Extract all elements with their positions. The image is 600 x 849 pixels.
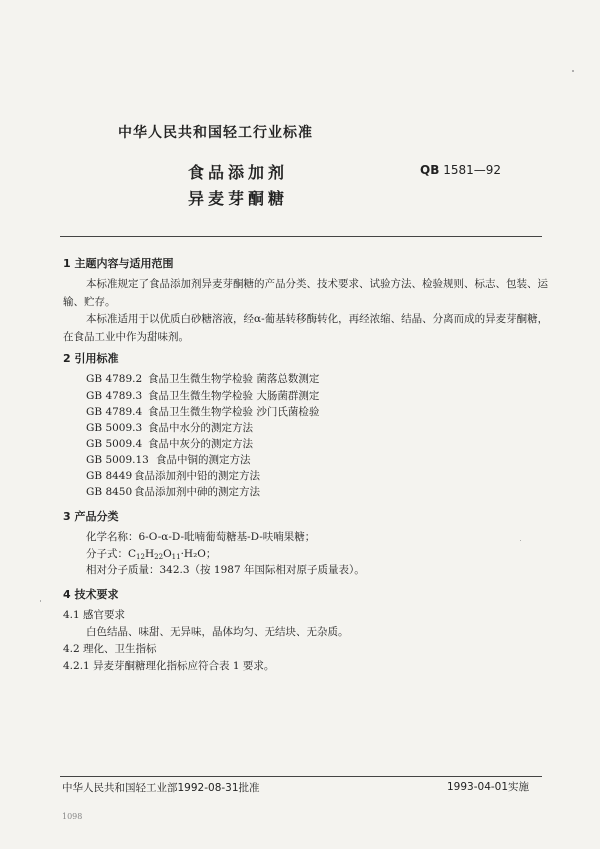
formula-label: 分子式： (86, 548, 128, 560)
sensory-requirements: 白色结晶、味甜、无异味，晶体均匀、无结块、无杂质。 (86, 626, 349, 638)
reference-name: 食品中灰分的测定方法 (148, 438, 253, 450)
molecular-mass: 相对分子质量：342.3（按 1987 年国际相对原子质量表）。 (86, 564, 365, 576)
scan-speck (40, 600, 41, 602)
reference-name: 食品卫生微生物学检验 菌落总数测定 (148, 373, 320, 385)
reference-item (86, 405, 319, 419)
reference-name: 食品中水分的测定方法 (148, 422, 253, 434)
reference-code: GB 4789.4 (86, 406, 143, 418)
section-1-para2-line1: 本标准适用于以优质白砂糖溶液，经α-葡基转移酶转化，再经浓缩、结晶、分离而成的异麦芽酮糖， (86, 313, 549, 325)
reference-name: 食品卫生微生物学检验 沙门氏菌检验 (148, 406, 320, 418)
reference-code: GB 8450 (86, 486, 133, 498)
reference-name: 食品中铜的测定方法 (156, 454, 251, 466)
section-1-heading: 1 主题内容与适用范围 (63, 257, 174, 270)
effective-date: 1993-04-01实施 (447, 781, 530, 793)
reference-name: 食品添加剂中砷的测定方法 (134, 486, 260, 498)
reference-code: GB 5009.3 (86, 422, 143, 434)
formula-o-sub: 11 (171, 553, 181, 561)
formula-h: H (144, 548, 155, 560)
footer-rule (60, 776, 542, 777)
section-1-para1-line2: 输、贮存。 (63, 296, 116, 308)
formula-h-sub: 22 (154, 553, 164, 561)
reference-item (86, 437, 253, 451)
formula-c: C (128, 548, 137, 560)
issuing-org-title: 中华人民共和国轻工行业标准 (118, 125, 313, 141)
standard-code: 1581—92 (443, 163, 501, 177)
reference-code: GB 4789.3 (86, 390, 143, 402)
reference-item (86, 389, 319, 403)
section-1-para2-line2: 在食品工业中作为甜味剂。 (63, 331, 189, 343)
standard-prefix: QB (420, 163, 440, 177)
reference-name: 食品卫生微生物学检验 大肠菌群测定 (148, 390, 320, 402)
subsection-4-1: 4.1 感官要求 (63, 609, 126, 621)
scan-speck (572, 70, 574, 72)
formula-c-sub: 12 (136, 553, 145, 561)
reference-code: GB 5009.13 (86, 454, 149, 466)
reference-item (86, 453, 251, 467)
formula-rest: ·H₂O； (180, 548, 217, 560)
reference-name: 食品添加剂中铅的测定方法 (134, 470, 260, 482)
reference-item (86, 421, 253, 435)
reference-item (86, 469, 260, 483)
doc-title-line2: 异麦芽酮糖 (188, 189, 289, 208)
subsection-4-2-1: 4.2.1 异麦芽酮糖理化指标应符合表 1 要求。 (63, 660, 275, 672)
formula-o: O (163, 548, 172, 560)
section-3-heading: 3 产品分类 (63, 510, 119, 523)
standard-number (420, 163, 501, 177)
reference-item (86, 372, 319, 386)
page-number: 1098 (62, 812, 83, 821)
section-1-para1-line1: 本标准规定了食品添加剂异麦芽酮糖的产品分类、技术要求、试验方法、检验规则、标志、包装、运 (86, 278, 548, 290)
subsection-4-2: 4.2 理化、卫生指标 (63, 643, 157, 655)
reference-code: GB 4789.2 (86, 373, 143, 385)
header-rule (60, 236, 542, 237)
reference-code: GB 5009.4 (86, 438, 143, 450)
section-2-heading: 2 引用标准 (63, 352, 119, 365)
chemical-name: 化学名称：6-O-α-D-吡喃葡萄糖基-D-呋喃果糖； (86, 531, 316, 543)
molecular-formula (86, 547, 216, 564)
approval-date: 中华人民共和国轻工业部1992-08-31批准 (62, 782, 260, 794)
reference-item (86, 485, 260, 499)
doc-title-line1: 食品添加剂 (188, 163, 289, 182)
reference-code: GB 8449 (86, 470, 133, 482)
section-4-heading: 4 技术要求 (63, 588, 119, 601)
scan-speck (520, 540, 521, 541)
